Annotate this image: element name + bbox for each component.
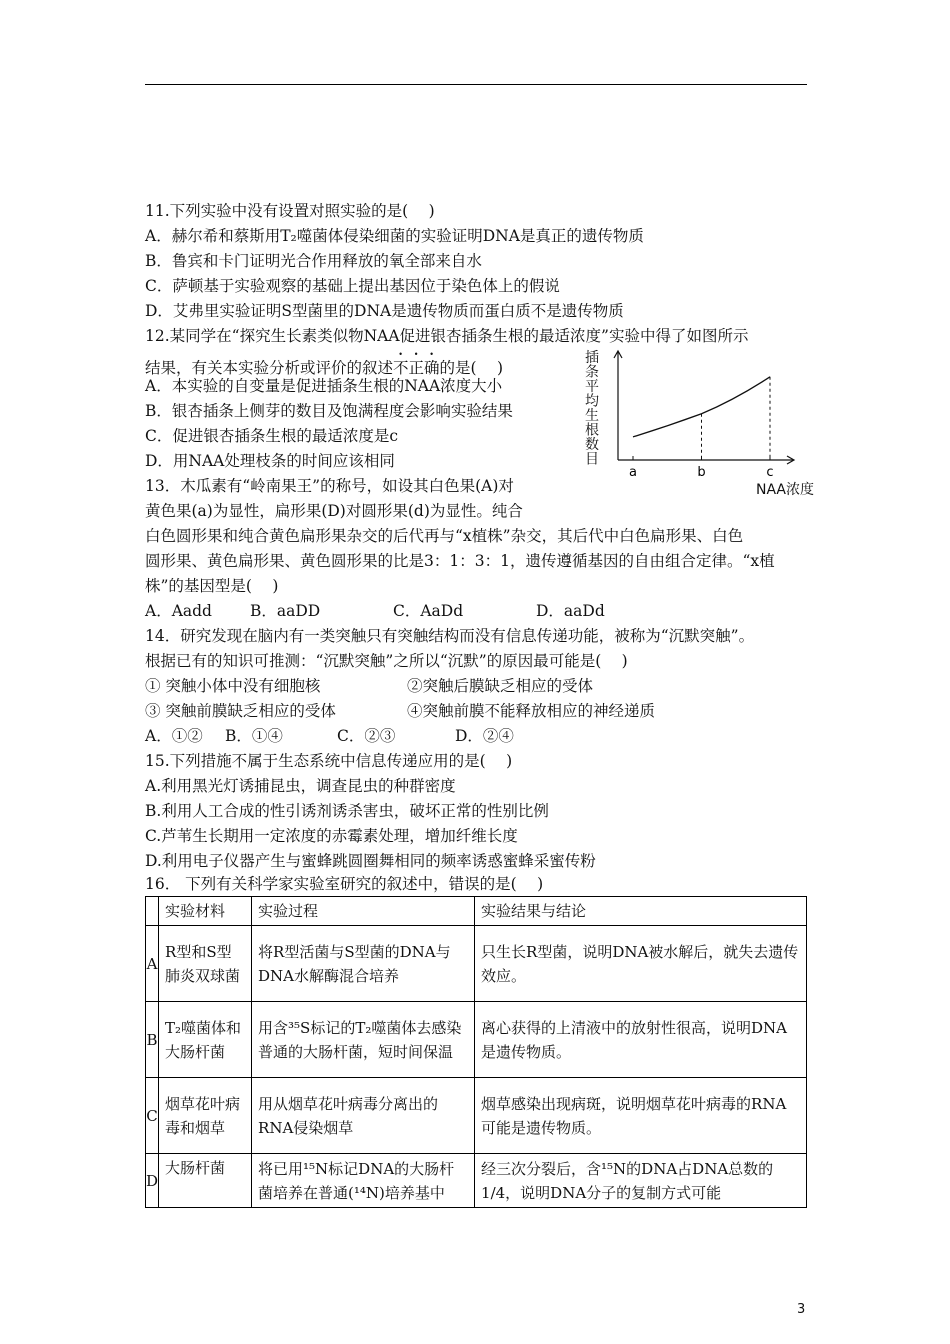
page-number: 3 [797,1302,806,1317]
row-result: 只生长R型菌，说明DNA被水解后，就失去遗传效应。 [475,926,807,1002]
table-row [146,1002,807,1078]
row-process: 用从烟草花叶病毒分离出的RNA侵染烟草 [252,1078,475,1154]
q13-options [145,600,605,622]
header-rule [145,84,807,85]
header-cell-label [146,897,159,926]
row-result: 烟草感染出现病斑，说明烟草花叶病毒的RNA可能是遗传物质。 [475,1078,807,1154]
row-material: 大肠杆菌 [159,1154,252,1208]
q11-stem: 11.下列实验中没有设置对照实验的是( ) [145,202,435,220]
table-row [146,1154,807,1208]
row-material: T₂噬菌体和大肠杆菌 [159,1002,252,1078]
q14-items-row2 [145,700,655,722]
row-material: 烟草花叶病毒和烟草 [159,1078,252,1154]
q14-item-2: ②突触后膜缺乏相应的受体 [407,677,594,695]
q12-option-d: D．用NAA处理枝条的时间应该相同 [145,452,395,470]
x-tick-label-b: b [697,465,706,480]
q13-line5: 株”的基因型是( ) [145,577,279,595]
q13-option-b: B．aaDD [250,602,321,620]
q12-option-a: A．本实验的自变量是促进插条生根的NAA浓度大小 [145,377,503,395]
row-material: R型和S型肺炎双球菌 [159,926,252,1002]
q14-item-1: ① 突触小体中没有细胞核 [145,677,321,695]
header-cell-material: 实验材料 [159,897,252,926]
q13-line3: 白色圆形果和纯合黄色扁形果杂交的后代再与“x植株”杂交，其后代中白色扁形果、白色 [145,527,744,545]
x-tick-label-a: a [629,465,637,480]
q14-option-b: B．①④ [225,727,283,745]
header-cell-result: 实验结果与结论 [475,897,807,926]
q16-table [145,896,807,1208]
row-process: 将R型活菌与S型菌的DNA与DNA水解酶混合培养 [252,926,475,1002]
q12-option-b: B．银杏插条上侧芽的数目及饱满程度会影响实验结果 [145,402,513,420]
q13-option-d: D．aaDd [536,602,605,620]
q15-option-b: B.利用人工合成的性引诱剂诱杀害虫，破坏正常的性别比例 [145,802,549,820]
q14-option-d: D．②④ [455,727,514,745]
q16-stem: 16． 下列有关科学家实验室研究的叙述中，错误的是( ) [145,875,544,893]
q15-option-a: A.利用黑光灯诱捕昆虫，调查昆虫的种群密度 [145,777,456,795]
row-label: C [146,1078,159,1154]
q14-option-a: A．①② [145,727,203,745]
q15-stem: 15.下列措施不属于生态系统中信息传递应用的是( ) [145,752,513,770]
q14-item-3: ③ 突触前膜缺乏相应的受体 [145,702,336,720]
q13-line4: 圆形果、黄色扁形果、黄色圆形果的比是3：1：3：1，遗传遵循基因的自由组合定律。“x植 [145,552,775,570]
q11-option-a: A．赫尔希和蔡斯用T₂噬菌体侵染细菌的实验证明DNA是真正的遗传物质 [145,227,644,245]
q12-stem-line1: 12.某同学在“探究生长素类似物NAA促进银杏插条生根的最适浓度”实验中得了如图所示 [145,327,749,345]
q12-emphasis: 不正确 [393,359,440,377]
svg-text:插条平均生根数目: 插条平均生根数目 [585,350,599,468]
x-axis-label: NAA浓度 [755,482,814,498]
table-row [146,1078,807,1154]
q14-options [145,725,514,747]
row-label: A [146,926,159,1002]
q13-option-a: A．Aadd [145,602,212,620]
q12-option-c: C．促进银杏插条生根的最适浓度是c [145,427,399,445]
q13-line1: 13．木瓜素有“岭南果王”的称号，如设其白色果(A)对 [145,477,514,495]
row-result: 经三次分裂后，含¹⁵N的DNA占DNA总数的1/4，说明DNA分子的复制方式可能 [475,1154,807,1208]
row-process: 用含³⁵S标记的T₂噬菌体去感染普通的大肠杆菌，短时间保温 [252,1002,475,1078]
table-row [146,926,807,1002]
q13-line2: 黄色果(a)为显性，扁形果(D)对圆形果(d)为显性。纯合 [145,502,523,520]
q14-line1: 14．研究发现在脑内有一类突触只有突触结构而没有信息传递功能，被称为“沉默突触”。 [145,627,755,645]
q13-option-c: C．AaDd [393,602,464,620]
row-label: B [146,1002,159,1078]
row-result: 离心获得的上清液中的放射性很高，说明DNA是遗传物质。 [475,1002,807,1078]
q12-stem-part1: 结果，有关本实验分析或评价的叙述 [145,359,394,377]
header-cell-process: 实验过程 [252,897,475,926]
y-axis-label [585,349,599,468]
table-header-row [146,897,807,926]
x-tick-label-c: c [766,465,774,480]
q11-option-c: C．萨顿基于实验观察的基础上提出基因位于染色体上的假说 [145,277,560,295]
q14-item-4: ④突触前膜不能释放相应的神经递质 [407,702,656,720]
naa-chart [578,348,818,500]
row-process: 将已用¹⁵N标记DNA的大肠杆菌培养在普通(¹⁴N)培养基中 [252,1154,475,1208]
q11-option-b: B．鲁宾和卡门证明光合作用释放的氧全部来自水 [145,252,482,270]
q12-stem-part2: 的是( ) [439,359,504,377]
q14-items-row1 [145,675,593,697]
q14-option-c: C．②③ [337,727,396,745]
q14-line2: 根据已有的知识可推测：“沉默突触”之所以“沉默”的原因最可能是( ) [145,652,628,670]
q15-option-d: D.利用电子仪器产生与蜜蜂跳圆圈舞相同的频率诱惑蜜蜂采蜜传粉 [145,852,596,870]
q15-option-c: C.芦苇生长期用一定浓度的赤霉素处理，增加纤维长度 [145,827,518,845]
q11-option-d: D．艾弗里实验证明S型菌里的DNA是遗传物质而蛋白质不是遗传物质 [145,302,624,320]
row-label: D [146,1154,159,1208]
